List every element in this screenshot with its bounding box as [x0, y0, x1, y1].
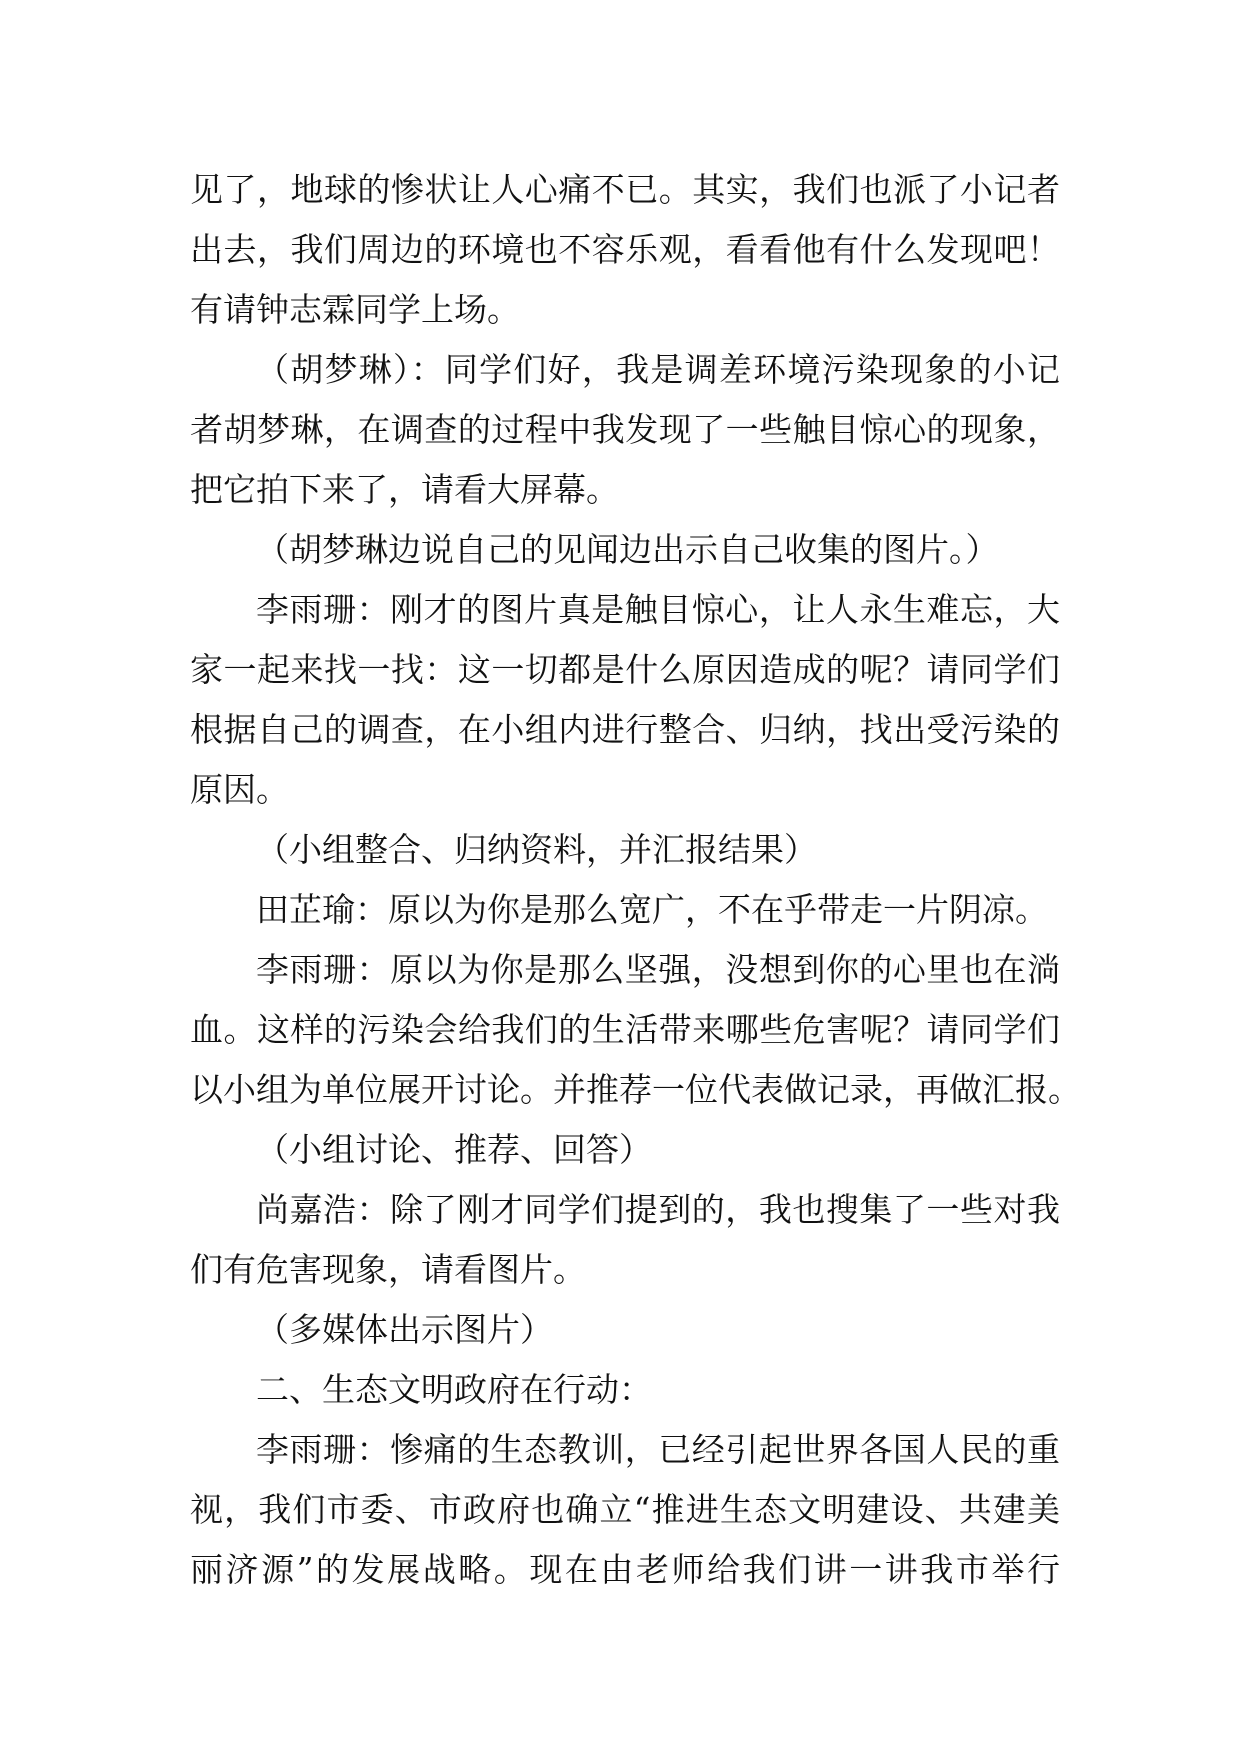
- text-line: 李雨珊：刚才的图片真是触目惊心，让人永生难忘，大: [256, 590, 1060, 629]
- text-line: 李雨珊：惨痛的生态教训，已经引起世界各国人民的重: [256, 1430, 1060, 1469]
- document-body: [190, 160, 1081, 1600]
- text-line: 尚嘉浩：除了刚才同学们提到的，我也搜集了一些对我: [256, 1190, 1060, 1229]
- text-line: 有请钟志霖同学上场。: [190, 290, 520, 329]
- text-line: 血。这样的污染会给我们的生活带来哪些危害呢？请同学们: [190, 1010, 1060, 1049]
- text-line: 出去，我们周边的环境也不容乐观，看看他有什么发现吧！: [190, 230, 1060, 269]
- text-line: 原因。: [190, 770, 289, 809]
- text-line: （多媒体出示图片）: [256, 1310, 553, 1349]
- text-line: 以小组为单位展开讨论。并推荐一位代表做记录，再做汇报。: [190, 1070, 1081, 1109]
- text-line: 丽济源”的发展战略。现在由老师给我们讲一讲我市举行: [190, 1550, 1060, 1589]
- text-line: （小组讨论、推荐、回答）: [256, 1130, 652, 1169]
- text-line: 根据自己的调查，在小组内进行整合、归纳，找出受污染的: [190, 710, 1060, 749]
- text-line: （胡梦琳边说自己的见闻边出示自己收集的图片。）: [256, 530, 999, 569]
- text-line: （胡梦琳）：同学们好，我是调差环境污染现象的小记: [256, 350, 1060, 389]
- text-line: 见了，地球的惨状让人心痛不已。其实，我们也派了小记者: [190, 170, 1060, 209]
- text-line: 把它拍下来了，请看大屏幕。: [190, 470, 619, 509]
- text-line: 家一起来找一找：这一切都是什么原因造成的呢？请同学们: [190, 650, 1060, 689]
- text-line: 田芷瑜：原以为你是那么宽广，不在乎带走一片阴凉。: [256, 890, 1048, 929]
- text-line: 二、生态文明政府在行动：: [256, 1370, 652, 1409]
- text-line: （小组整合、归纳资料，并汇报结果）: [256, 830, 817, 869]
- text-line: 者胡梦琳，在调查的过程中我发现了一些触目惊心的现象，: [190, 410, 1060, 449]
- text-line: 李雨珊：原以为你是那么坚强，没想到你的心里也在淌: [256, 950, 1060, 989]
- text-line: 们有危害现象，请看图片。: [190, 1250, 586, 1289]
- text-line: 视，我们市委、市政府也确立“推进生态文明建设、共建美: [190, 1490, 1060, 1529]
